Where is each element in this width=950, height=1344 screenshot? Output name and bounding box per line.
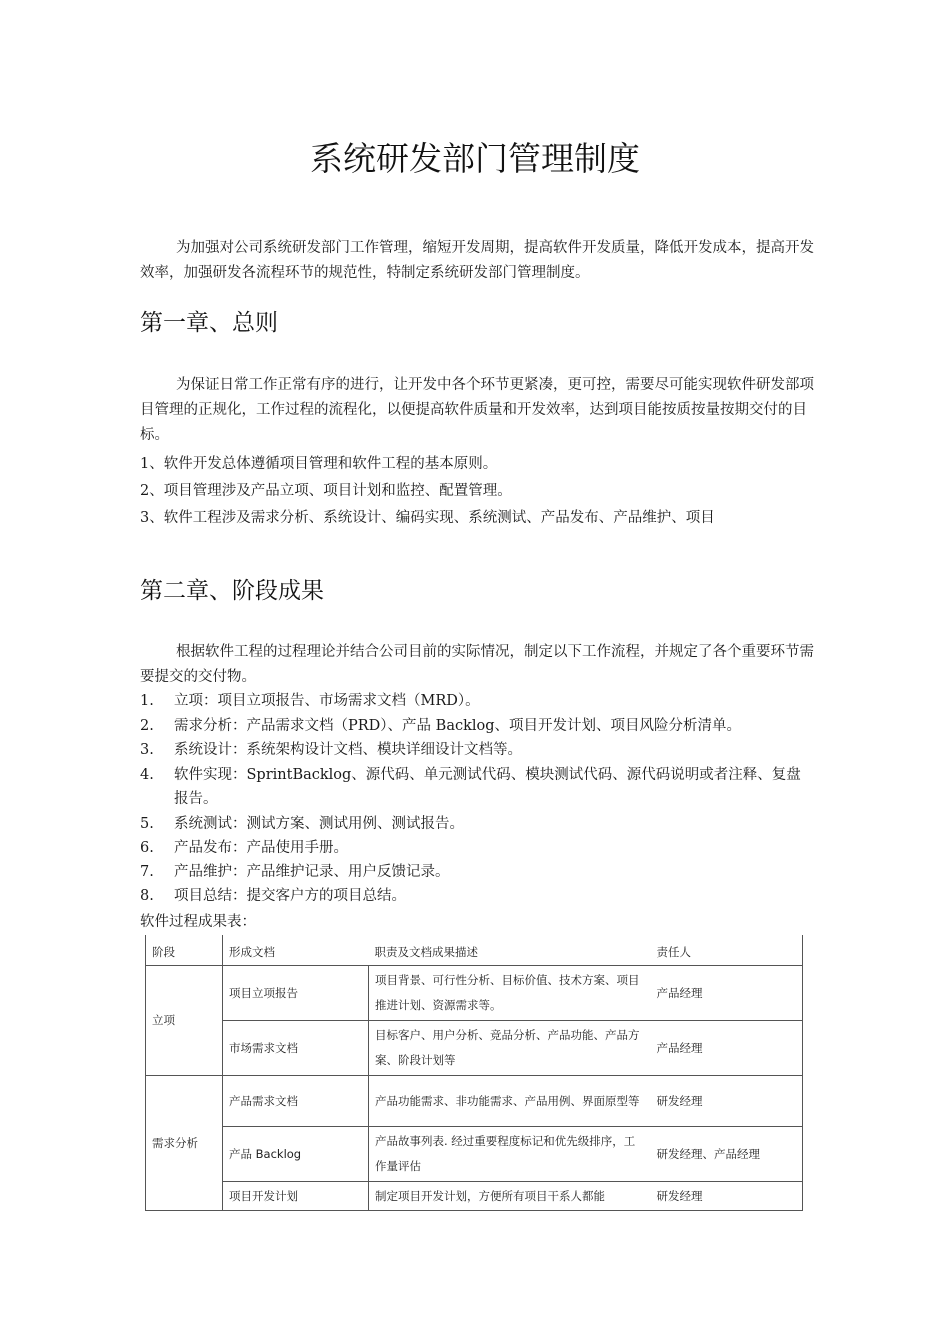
- table-row: [146, 1182, 803, 1211]
- chapter1-item-2: 2、项目管理涉及产品立项、项目计划和监控、配置管理。: [140, 483, 512, 499]
- table-row: [146, 1076, 803, 1127]
- desc-cell: 制定项目开发计划，方便所有项目干系人都能: [369, 1182, 651, 1211]
- item-text: 需求分析：产品需求文档（PRD）、产品 Backlog、项目开发计划、项目风险分析清单。: [174, 718, 742, 734]
- item-text: 立项：项目立项报告、市场需求文档（MRD）。: [174, 693, 480, 709]
- chapter1-item-3: 3、软件工程涉及需求分析、系统设计、编码实现、系统测试、产品发布、产品维护、项目: [140, 510, 715, 526]
- desc-cell: 产品故事列表. 经过重要程度标记和优先级排序，工作量评估: [369, 1127, 651, 1182]
- deliverable-item: [140, 812, 814, 836]
- item-number: 6.: [140, 840, 154, 856]
- deliverable-item: [140, 763, 814, 811]
- header-document: 形成文档: [223, 935, 369, 966]
- stage-cell: 立项: [146, 966, 223, 1076]
- item-number: 1.: [140, 693, 154, 709]
- chapter1-paragraph: [140, 373, 820, 448]
- chapter2-paragraph: [140, 640, 820, 690]
- item-number: 5.: [140, 816, 154, 832]
- owner-cell: 研发经理、产品经理: [651, 1127, 803, 1182]
- desc-cell: 目标客户、用户分析、竞品分析、产品功能、产品方案、阶段计划等: [369, 1021, 651, 1076]
- header-stage: 阶段: [146, 935, 223, 966]
- table-row: [146, 1127, 803, 1182]
- chapter1-item-1: 1、软件开发总体遵循项目管理和软件工程的基本原则。: [140, 456, 498, 472]
- desc-cell: 产品功能需求、非功能需求、产品用例、界面原型等: [369, 1076, 651, 1127]
- item-text: 产品发布：产品使用手册。: [174, 840, 348, 856]
- owner-cell: 研发经理: [651, 1182, 803, 1211]
- desc-cell: 项目背景、可行性分析、目标价值、技术方案、项目推进计划、资源需求等。: [369, 966, 651, 1021]
- deliverables-table: [145, 935, 803, 1211]
- header-description: 职责及文档成果描述: [369, 935, 651, 966]
- chapter2-heading: 第二章、阶段成果: [140, 578, 324, 604]
- owner-cell: 研发经理: [651, 1076, 803, 1127]
- document-title: 系统研发部门管理制度: [310, 139, 640, 178]
- chapter1-heading: 第一章、总则: [140, 310, 278, 336]
- item-number: 2.: [140, 718, 154, 734]
- table-row: [146, 1021, 803, 1076]
- deliverable-item: [140, 884, 814, 908]
- doc-cell: 产品 Backlog: [223, 1127, 369, 1182]
- doc-cell: 产品需求文档: [223, 1076, 369, 1127]
- item-text: 产品维护：产品维护记录、用户反馈记录。: [174, 864, 450, 880]
- doc-cell: 市场需求文档: [223, 1021, 369, 1076]
- intro-text: 为加强对公司系统研发部门工作管理，缩短开发周期，提高软件开发质量，降低开发成本，提高开发效率，加强研发各流程环节的规范性，特制定系统研发部门管理制度。: [140, 240, 814, 281]
- item-number: 3.: [140, 742, 154, 758]
- intro-paragraph: [140, 236, 820, 286]
- stage-cell: 需求分析: [146, 1076, 223, 1211]
- item-text: 软件实现：SprintBacklog、源代码、单元测试代码、模块测试代码、源代码说明或者注释、复盘报告。: [174, 767, 801, 807]
- owner-cell: 产品经理: [651, 1021, 803, 1076]
- doc-cell: 项目开发计划: [223, 1182, 369, 1211]
- table-caption: 软件过程成果表：: [140, 914, 256, 930]
- item-text: 系统设计：系统架构设计文档、模块详细设计文档等。: [174, 742, 522, 758]
- deliverable-item: [140, 836, 814, 860]
- deliverable-item: [140, 714, 814, 738]
- deliverable-item: [140, 860, 814, 884]
- item-number: 7.: [140, 864, 154, 880]
- chapter2-paragraph-text: 根据软件工程的过程理论并结合公司目前的实际情况，制定以下工作流程，并规定了各个重要环节需要提交的交付物。: [140, 644, 814, 685]
- chapter1-paragraph-text: 为保证日常工作正常有序的进行，让开发中各个环节更紧凑，更可控，需要尽可能实现软件研发部项目管理的正规化，工作过程的流程化，以便提高软件质量和开发效率，达到项目能按质按量按期交付的目标。: [140, 377, 814, 443]
- item-number: 4.: [140, 767, 154, 783]
- deliverable-item: [140, 738, 814, 762]
- item-number: 8.: [140, 888, 154, 904]
- item-text: 系统测试：测试方案、测试用例、测试报告。: [174, 816, 464, 832]
- table-row: [146, 966, 803, 1021]
- header-owner: 责任人: [651, 935, 803, 966]
- doc-cell: 项目立项报告: [223, 966, 369, 1021]
- deliverable-item: [140, 689, 814, 713]
- table-header-row: [146, 935, 803, 966]
- item-text: 项目总结：提交客户方的项目总结。: [174, 888, 406, 904]
- owner-cell: 产品经理: [651, 966, 803, 1021]
